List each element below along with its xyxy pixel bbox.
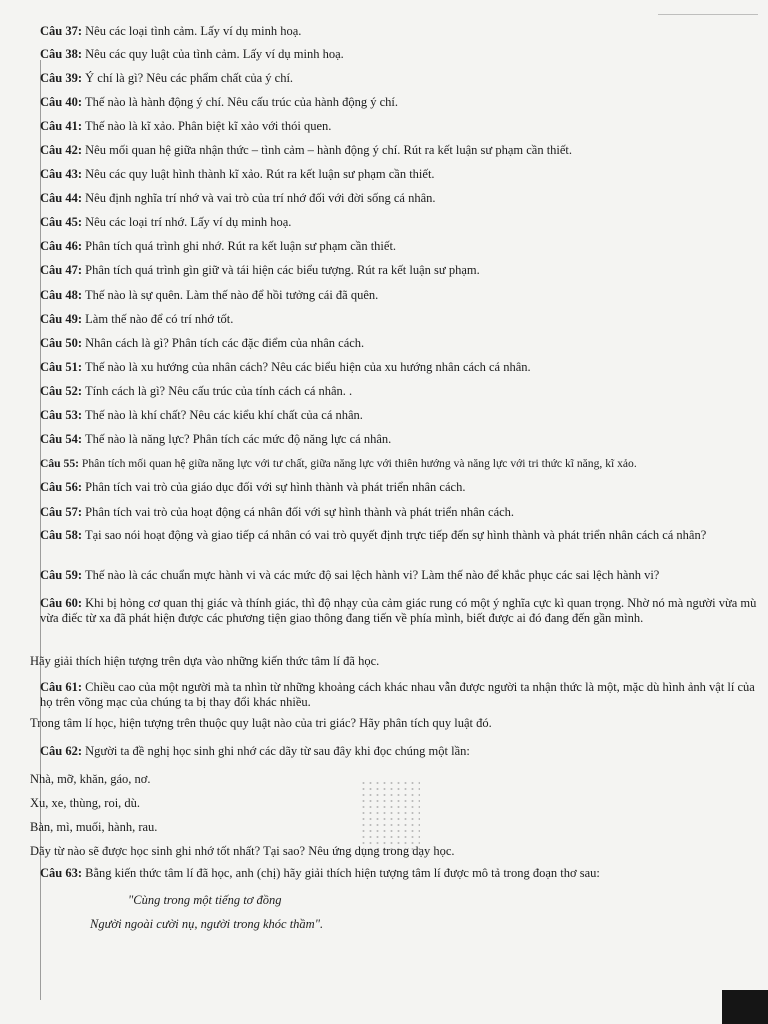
question-text: Thế nào là xu hướng của nhân cách? Nêu các biểu hiện của xu hướng nhân cách cá nhân. (84, 360, 531, 374)
question-57 (40, 505, 760, 520)
question-54 (40, 432, 760, 447)
question-text: Khi bị hỏng cơ quan thị giác và thính giác, thì độ nhạy của cảm giác rung có một ý nghĩa cực kì quan trọng. Nhờ nó mà người vừa mù vừa điếc từ xa đã phát hiện được các phương tiện giao thông đang tiến về phía mình, biết được ai đó đang đến gần mình. (40, 596, 757, 625)
word-row-1: Nhà, mỡ, khăn, gáo, nơ. (30, 772, 151, 786)
question-label: Câu 37: (40, 24, 83, 38)
question-text: Thế nào là sự quên. Làm thế nào để hồi tưởng cái đã quên. (84, 288, 379, 302)
question-label: Câu 54: (40, 432, 83, 446)
question-38 (40, 47, 760, 62)
question-label: Câu 61: (40, 680, 83, 694)
question-text: Nêu mối quan hệ giữa nhận thức – tình cảm – hành động ý chí. Rút ra kết luận sư phạm cần thiết. (85, 143, 573, 157)
question-text: Nêu định nghĩa trí nhớ và vai trò của trí nhớ đối với đời sống cá nhân. (85, 191, 436, 205)
question-label: Câu 56: (40, 480, 83, 494)
question-text: Ý chí là gì? Nêu các phẩm chất của ý chí. (85, 71, 294, 85)
question-label: Câu 43: (40, 167, 83, 181)
question-label: Câu 40: (40, 95, 83, 109)
question-37 (40, 24, 760, 39)
question-text: Phân tích quá trình ghi nhớ. Rút ra kết luận sư phạm cần thiết. (85, 239, 397, 253)
question-label: Câu 52: (40, 384, 83, 398)
question-61-instruction: Trong tâm lí học, hiện tượng trên thuộc quy luật nào của tri giác? Hãy phân tích quy luật đó. (30, 716, 492, 730)
question-text: Phân tích vai trò của hoạt động cá nhân đối với sự hình thành và phát triển nhân cách. (85, 505, 515, 519)
question-label: Câu 59: (40, 568, 83, 582)
question-label: Câu 63: (40, 866, 83, 880)
question-53 (40, 408, 760, 423)
question-text: Nêu các loại trí nhớ. Lấy ví dụ minh hoạ. (85, 215, 292, 229)
question-61 (40, 680, 760, 710)
question-text: Phân tích vai trò của giáo dục đối với sự hình thành và phát triển nhân cách. (85, 480, 466, 494)
question-55 (40, 456, 760, 471)
word-row-2: Xu, xe, thùng, roi, dù. (30, 796, 141, 810)
question-label: Câu 60: (40, 596, 83, 610)
question-label: Câu 48: (40, 288, 83, 302)
question-label: Câu 50: (40, 336, 83, 350)
question-label: Câu 58: (40, 528, 83, 542)
question-49 (40, 312, 760, 327)
question-46 (40, 239, 760, 254)
question-text: Người ta đề nghị học sinh ghi nhớ các dãy từ sau đây khi đọc chúng một lần: (85, 744, 470, 758)
question-58 (40, 528, 760, 543)
question-label: Câu 53: (40, 408, 83, 422)
question-text: Nêu các loại tình cảm. Lấy ví dụ minh hoạ. (85, 24, 302, 38)
question-text: Thế nào là hành động ý chí. Nêu cấu trúc của hành động ý chí. (84, 95, 399, 109)
question-label: Câu 55: (40, 457, 79, 470)
question-56 (40, 480, 760, 495)
question-62 (40, 744, 760, 759)
poem-line-2: Người ngoài cười nụ, người trong khóc thầm". (90, 917, 324, 931)
question-52 (40, 384, 760, 399)
question-label: Câu 39: (40, 71, 83, 85)
question-text: Nhân cách là gì? Phân tích các đặc điểm của nhân cách. (85, 336, 365, 350)
word-row-3: Bàn, mì, muối, hành, rau. (30, 820, 158, 834)
question-41 (40, 119, 760, 134)
question-text: Thế nào là khí chất? Nêu các kiểu khí chất của cá nhân. (84, 408, 363, 422)
question-text: Chiều cao của một người mà ta nhìn từ những khoảng cách khác nhau vẫn được người ta nhận thức là một, mặc dù hình ảnh vật lí của họ trên võng mạc của chúng ta bị thay đổi khác nhiều. (40, 680, 755, 709)
question-44 (40, 191, 760, 206)
question-text: Làm thế nào để có trí nhớ tốt. (85, 312, 234, 326)
question-label: Câu 38: (40, 47, 83, 61)
question-text: Thế nào là năng lực? Phân tích các mức độ năng lực cá nhân. (84, 432, 392, 446)
question-text: Nêu các quy luật của tình cảm. Lấy ví dụ minh hoạ. (85, 47, 344, 61)
question-45 (40, 215, 760, 230)
question-text: Phân tích quá trình gìn giữ và tái hiện các biểu tượng. Rút ra kết luận sư phạm. (85, 263, 480, 277)
question-text: Nêu các quy luật hình thành kĩ xảo. Rút ra kết luận sư phạm cần thiết. (85, 167, 435, 181)
question-43 (40, 167, 760, 182)
question-label: Câu 51: (40, 360, 83, 374)
question-label: Câu 44: (40, 191, 83, 205)
question-60 (40, 596, 760, 626)
poem-line-1: "Cùng trong một tiếng tơ đồng (128, 893, 282, 907)
question-label: Câu 62: (40, 744, 83, 758)
question-text: Bằng kiến thức tâm lí đã học, anh (chị) hãy giải thích hiện tượng tâm lí được mô tả trong đoạn thơ sau: (85, 866, 600, 880)
question-label: Câu 45: (40, 215, 83, 229)
question-62-instruction: Dãy từ nào sẽ được học sinh ghi nhớ tốt nhất? Tại sao? Nêu ứng dụng trong dạy học. (30, 844, 455, 858)
question-label: Câu 42: (40, 143, 83, 157)
question-48 (40, 288, 760, 303)
question-42 (40, 143, 760, 158)
question-60-instruction: Hãy giải thích hiện tượng trên dựa vào những kiến thức tâm lí đã học. (30, 654, 380, 668)
question-63 (40, 866, 760, 881)
question-text: Thế nào là kĩ xảo. Phân biệt kĩ xảo với thói quen. (84, 119, 332, 133)
question-59 (40, 568, 760, 583)
question-label: Câu 57: (40, 505, 83, 519)
question-label: Câu 41: (40, 119, 83, 133)
question-47 (40, 263, 760, 278)
question-40 (40, 95, 760, 110)
question-text: Thế nào là các chuẩn mực hành vi và các mức độ sai lệch hành vi? Làm thế nào để khắc phục các sai lệch hành vi? (84, 568, 660, 582)
question-text: Phân tích mối quan hệ giữa năng lực với tư chất, giữa năng lực với thiên hướng và năng lực với tri thức kĩ năng, kĩ xảo. (81, 457, 637, 470)
question-label: Câu 47: (40, 263, 83, 277)
question-text: Tại sao nói hoạt động và giao tiếp cá nhân có vai trò quyết định trực tiếp đến sự hình thành và phát triển nhân cách cá nhân? (84, 528, 707, 542)
question-50 (40, 336, 760, 351)
question-label: Câu 46: (40, 239, 83, 253)
question-51 (40, 360, 760, 375)
question-label: Câu 49: (40, 312, 83, 326)
question-text: Tính cách là gì? Nêu cấu trúc của tính cách cá nhân. . (84, 384, 353, 398)
question-39 (40, 71, 760, 86)
